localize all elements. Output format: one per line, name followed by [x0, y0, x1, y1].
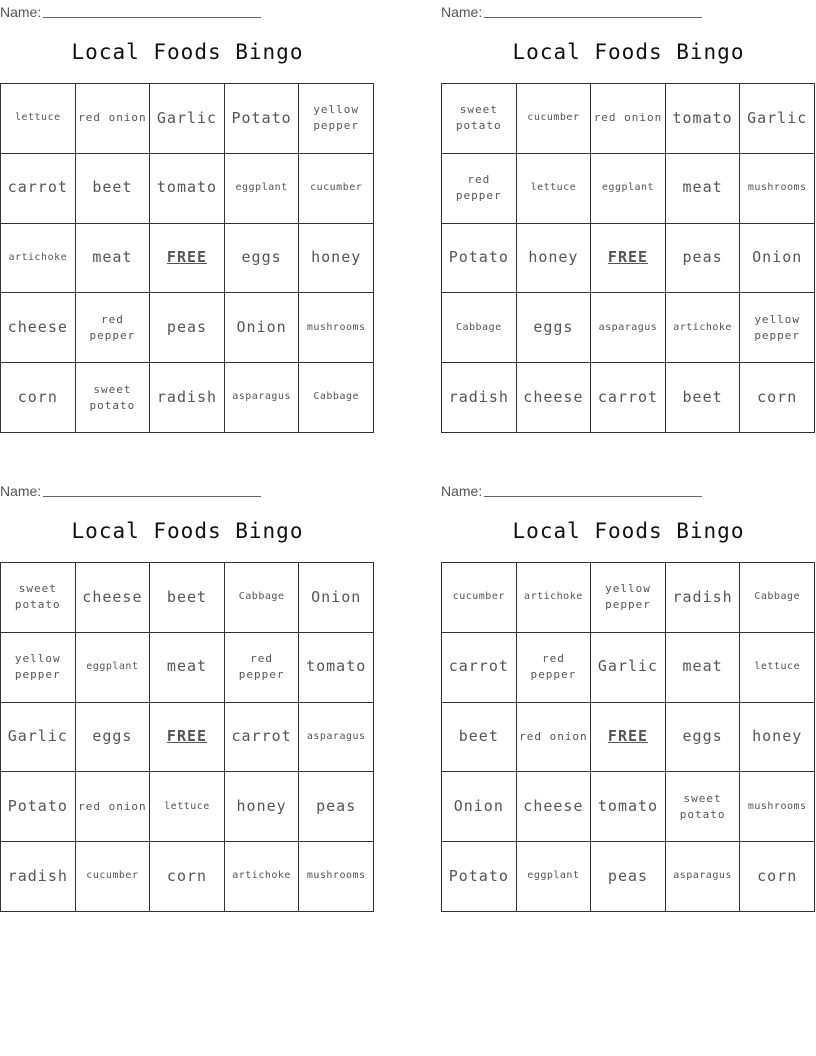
bingo-cell-label: carrot — [7, 178, 68, 197]
bingo-card-3 — [0, 479, 375, 919]
bingo-cell-label: peas — [316, 796, 357, 815]
bingo-cell-label: artichoke — [8, 251, 68, 263]
bingo-cell — [225, 842, 300, 912]
bingo-cell-label: eggs — [533, 317, 574, 336]
bingo-cell-label: Onion — [311, 587, 362, 606]
bingo-cell-label: cheese — [82, 587, 143, 606]
bingo-cell — [591, 154, 666, 224]
bingo-cell-label: radish — [156, 387, 218, 406]
bingo-cell — [76, 842, 151, 912]
bingo-cell — [76, 154, 151, 224]
bingo-cell — [1, 842, 76, 912]
bingo-cell — [740, 772, 815, 842]
bingo-cell-label: red onion — [519, 730, 588, 744]
bingo-cell-label: artichoke — [673, 321, 732, 333]
name-blank-line — [484, 17, 702, 18]
bingo-cell — [150, 84, 225, 154]
bingo-cell — [150, 293, 225, 363]
name-label: Name: — [0, 4, 42, 20]
name-field — [441, 481, 702, 499]
bingo-cell-label: Garlic — [156, 108, 218, 127]
name-label: Name: — [0, 483, 42, 499]
bingo-cell — [740, 154, 815, 224]
bingo-cell-label: red onion — [78, 799, 147, 813]
bingo-cell-label: red pepper — [455, 173, 502, 203]
bingo-cell — [225, 563, 300, 633]
bingo-cell-label: Onion — [453, 796, 504, 815]
bingo-cell-label: Onion — [236, 317, 287, 336]
bingo-cell-label: Potato — [448, 248, 509, 267]
bingo-cell-label: beet — [458, 727, 499, 746]
bingo-cell-label: cheese — [7, 317, 68, 336]
bingo-cell — [225, 633, 300, 703]
bingo-cell — [299, 154, 374, 224]
bingo-cell-label: peas — [607, 866, 649, 885]
bingo-cell — [1, 772, 76, 842]
bingo-cell-label: tomato — [156, 178, 218, 197]
bingo-cell — [225, 154, 300, 224]
bingo-cell — [591, 772, 666, 842]
bingo-cell — [740, 293, 815, 363]
name-label: Name: — [441, 4, 483, 20]
bingo-cell — [225, 363, 300, 433]
bingo-cell — [150, 633, 225, 703]
bingo-cell — [517, 842, 592, 912]
bingo-cell-label: mushrooms — [306, 321, 366, 333]
bingo-cell-label: tomato — [597, 796, 659, 815]
bingo-cell-label: carrot — [448, 657, 509, 676]
free-space-label: FREE — [607, 248, 649, 267]
bingo-cell-label: eggplant — [86, 660, 139, 672]
bingo-grid — [441, 83, 815, 433]
bingo-cell-label: cucumber — [452, 591, 505, 603]
bingo-cell — [225, 772, 300, 842]
bingo-cell-label: Potato — [7, 796, 68, 815]
free-space — [150, 224, 225, 294]
bingo-cell — [299, 84, 374, 154]
bingo-cell — [591, 84, 666, 154]
bingo-cell — [76, 363, 151, 433]
bingo-cell-label: radish — [448, 387, 509, 406]
bingo-cell-label: mushrooms — [747, 800, 807, 812]
bingo-cell-label: Potato — [448, 866, 509, 885]
bingo-cell — [299, 703, 374, 773]
name-field — [441, 2, 702, 20]
bingo-cell — [299, 842, 374, 912]
bingo-cell — [442, 84, 517, 154]
bingo-cell — [76, 633, 151, 703]
bingo-cell-label: mushrooms — [747, 181, 807, 193]
bingo-cell-label: cucumber — [527, 112, 580, 124]
bingo-cell — [666, 224, 741, 294]
bingo-grid — [0, 83, 374, 433]
free-space-label: FREE — [166, 248, 208, 267]
bingo-cell — [1, 363, 76, 433]
card-title: Local Foods Bingo — [512, 40, 745, 64]
bingo-grid — [441, 562, 815, 912]
bingo-cell — [150, 772, 225, 842]
bingo-cell — [517, 363, 592, 433]
bingo-cell-label: beet — [166, 587, 208, 606]
bingo-cell — [740, 224, 815, 294]
bingo-cell-label: red onion — [593, 111, 663, 125]
name-label: Name: — [441, 483, 483, 499]
bingo-cell-label: peas — [166, 317, 208, 336]
bingo-cell-label: eggplant — [527, 870, 580, 882]
bingo-cell — [442, 563, 517, 633]
bingo-cell — [666, 842, 741, 912]
bingo-cell — [666, 703, 741, 773]
bingo-cell — [591, 293, 666, 363]
bingo-cell-label: eggplant — [601, 181, 655, 193]
bingo-cell — [666, 154, 741, 224]
bingo-grid — [0, 562, 374, 912]
bingo-cell-label: corn — [757, 866, 798, 885]
bingo-cell-label: red pepper — [530, 652, 577, 682]
bingo-cell-label: beet — [682, 387, 723, 406]
bingo-cell-label: cucumber — [86, 870, 139, 882]
bingo-cell — [225, 293, 300, 363]
bingo-cell-label: yellow pepper — [313, 103, 360, 133]
bingo-cell — [666, 363, 741, 433]
bingo-cell — [666, 633, 741, 703]
bingo-cell — [225, 703, 300, 773]
bingo-cell — [225, 84, 300, 154]
free-space — [591, 703, 666, 773]
bingo-cell-label: carrot — [231, 727, 292, 746]
bingo-cell-label: cheese — [523, 387, 584, 406]
bingo-cell-label: lettuce — [164, 800, 210, 812]
bingo-cell-label: beet — [92, 178, 133, 197]
bingo-cell — [591, 563, 666, 633]
bingo-cell — [591, 363, 666, 433]
bingo-cell-label: peas — [682, 248, 723, 267]
bingo-cell-label: honey — [752, 727, 803, 746]
bingo-cell — [666, 563, 741, 633]
bingo-cell-label: cucumber — [310, 181, 363, 193]
bingo-cell-label: radish — [672, 587, 733, 606]
bingo-cell-label: Garlic — [597, 657, 659, 676]
bingo-cell-label: Cabbage — [313, 391, 360, 403]
bingo-cell-label: Cabbage — [238, 591, 285, 603]
free-space-label: FREE — [166, 727, 208, 746]
bingo-cell — [76, 563, 151, 633]
bingo-cell — [1, 563, 76, 633]
bingo-cell — [76, 772, 151, 842]
bingo-cell — [225, 224, 300, 294]
bingo-cell — [442, 154, 517, 224]
name-field — [0, 2, 261, 20]
bingo-cell-label: sweet potato — [89, 382, 136, 412]
bingo-cell-label: corn — [17, 387, 58, 406]
card-title: Local Foods Bingo — [71, 40, 304, 64]
bingo-cell — [1, 154, 76, 224]
bingo-cell — [76, 224, 151, 294]
card-title: Local Foods Bingo — [512, 519, 745, 543]
bingo-cell — [740, 563, 815, 633]
bingo-cell — [1, 293, 76, 363]
bingo-cell — [517, 703, 592, 773]
bingo-cell — [299, 772, 374, 842]
bingo-cell-label: honey — [528, 248, 579, 267]
bingo-cell — [299, 293, 374, 363]
bingo-cell — [591, 842, 666, 912]
bingo-cell — [150, 363, 225, 433]
bingo-cell-label: asparagus — [598, 321, 658, 333]
bingo-cell-label: mushrooms — [306, 870, 366, 882]
name-field — [0, 481, 261, 499]
bingo-cell-label: sweet potato — [455, 103, 502, 133]
bingo-cell-label: meat — [166, 657, 208, 676]
bingo-cell-label: red onion — [78, 111, 147, 125]
bingo-cell — [442, 363, 517, 433]
bingo-cell-label: lettuce — [14, 112, 61, 124]
name-blank-line — [43, 496, 261, 497]
bingo-cell-label: honey — [311, 248, 362, 267]
bingo-cell — [591, 633, 666, 703]
name-blank-line — [484, 496, 702, 497]
bingo-cell — [740, 633, 815, 703]
bingo-cell — [299, 363, 374, 433]
bingo-cell-label: Potato — [231, 108, 292, 127]
bingo-cell — [517, 154, 592, 224]
bingo-cell-label: sweet potato — [679, 791, 726, 821]
bingo-cell — [517, 633, 592, 703]
bingo-cell — [1, 84, 76, 154]
card-title: Local Foods Bingo — [71, 519, 304, 543]
bingo-cell — [740, 84, 815, 154]
bingo-cell-label: red pepper — [89, 312, 136, 342]
bingo-cell-label: yellow pepper — [14, 652, 61, 682]
bingo-cell — [517, 224, 592, 294]
bingo-cell — [76, 84, 151, 154]
bingo-card-2 — [441, 0, 816, 440]
bingo-cell-label: carrot — [597, 387, 659, 406]
bingo-cell — [442, 293, 517, 363]
bingo-cell — [299, 633, 374, 703]
bingo-cell-label: tomato — [306, 657, 367, 676]
bingo-cell — [1, 633, 76, 703]
bingo-cell-label: red pepper — [238, 652, 285, 682]
bingo-cell — [740, 842, 815, 912]
bingo-cell-label: corn — [757, 387, 798, 406]
bingo-cell — [666, 293, 741, 363]
free-space — [591, 224, 666, 294]
bingo-cell-label: eggs — [92, 727, 133, 746]
bingo-cell-label: lettuce — [530, 181, 577, 193]
bingo-cell-label: meat — [682, 178, 723, 197]
bingo-cell — [1, 224, 76, 294]
bingo-cell-label: eggs — [241, 248, 282, 267]
bingo-cell — [740, 703, 815, 773]
bingo-cell — [150, 842, 225, 912]
bingo-cell — [1, 703, 76, 773]
bingo-cell — [150, 154, 225, 224]
bingo-cell-label: radish — [7, 866, 68, 885]
bingo-cell-label: Cabbage — [455, 321, 502, 333]
bingo-cell — [299, 563, 374, 633]
bingo-cell — [517, 563, 592, 633]
bingo-cell-label: tomato — [672, 108, 733, 127]
bingo-cell-label: artichoke — [232, 870, 291, 882]
bingo-cell — [76, 293, 151, 363]
bingo-cell — [666, 84, 741, 154]
bingo-cell-label: asparagus — [673, 870, 732, 882]
name-blank-line — [43, 17, 261, 18]
bingo-cell-label: Onion — [752, 248, 803, 267]
bingo-cell-label: asparagus — [306, 730, 366, 742]
bingo-cell-label: meat — [92, 248, 133, 267]
bingo-cell — [517, 293, 592, 363]
free-space — [150, 703, 225, 773]
bingo-cell-label: sweet potato — [14, 582, 61, 612]
bingo-cell-label: cheese — [523, 796, 584, 815]
bingo-cell-label: lettuce — [754, 660, 801, 672]
bingo-cell-label: yellow pepper — [754, 312, 801, 342]
bingo-cell — [299, 224, 374, 294]
bingo-cell-label: corn — [166, 866, 208, 885]
bingo-cell — [76, 703, 151, 773]
bingo-cell-label: Cabbage — [754, 591, 801, 603]
bingo-cell-label: yellow pepper — [605, 582, 651, 612]
bingo-cell — [442, 224, 517, 294]
bingo-cell-label: meat — [682, 657, 723, 676]
bingo-cell-label: Garlic — [7, 727, 68, 746]
bingo-cell — [442, 772, 517, 842]
bingo-card-1 — [0, 0, 375, 440]
bingo-cell-label: asparagus — [232, 391, 291, 403]
bingo-cell-label: Garlic — [747, 108, 808, 127]
bingo-cell — [666, 772, 741, 842]
bingo-cell-label: artichoke — [524, 591, 583, 603]
bingo-cell — [517, 84, 592, 154]
bingo-cell — [517, 772, 592, 842]
bingo-card-4 — [441, 479, 816, 919]
bingo-cell-label: honey — [236, 796, 287, 815]
bingo-cell — [442, 633, 517, 703]
bingo-cell — [442, 842, 517, 912]
free-space-label: FREE — [607, 727, 649, 746]
bingo-cell-label: eggs — [682, 727, 723, 746]
bingo-cell — [740, 363, 815, 433]
bingo-cell-label: eggplant — [235, 181, 288, 193]
bingo-cell — [150, 563, 225, 633]
bingo-cell — [442, 703, 517, 773]
